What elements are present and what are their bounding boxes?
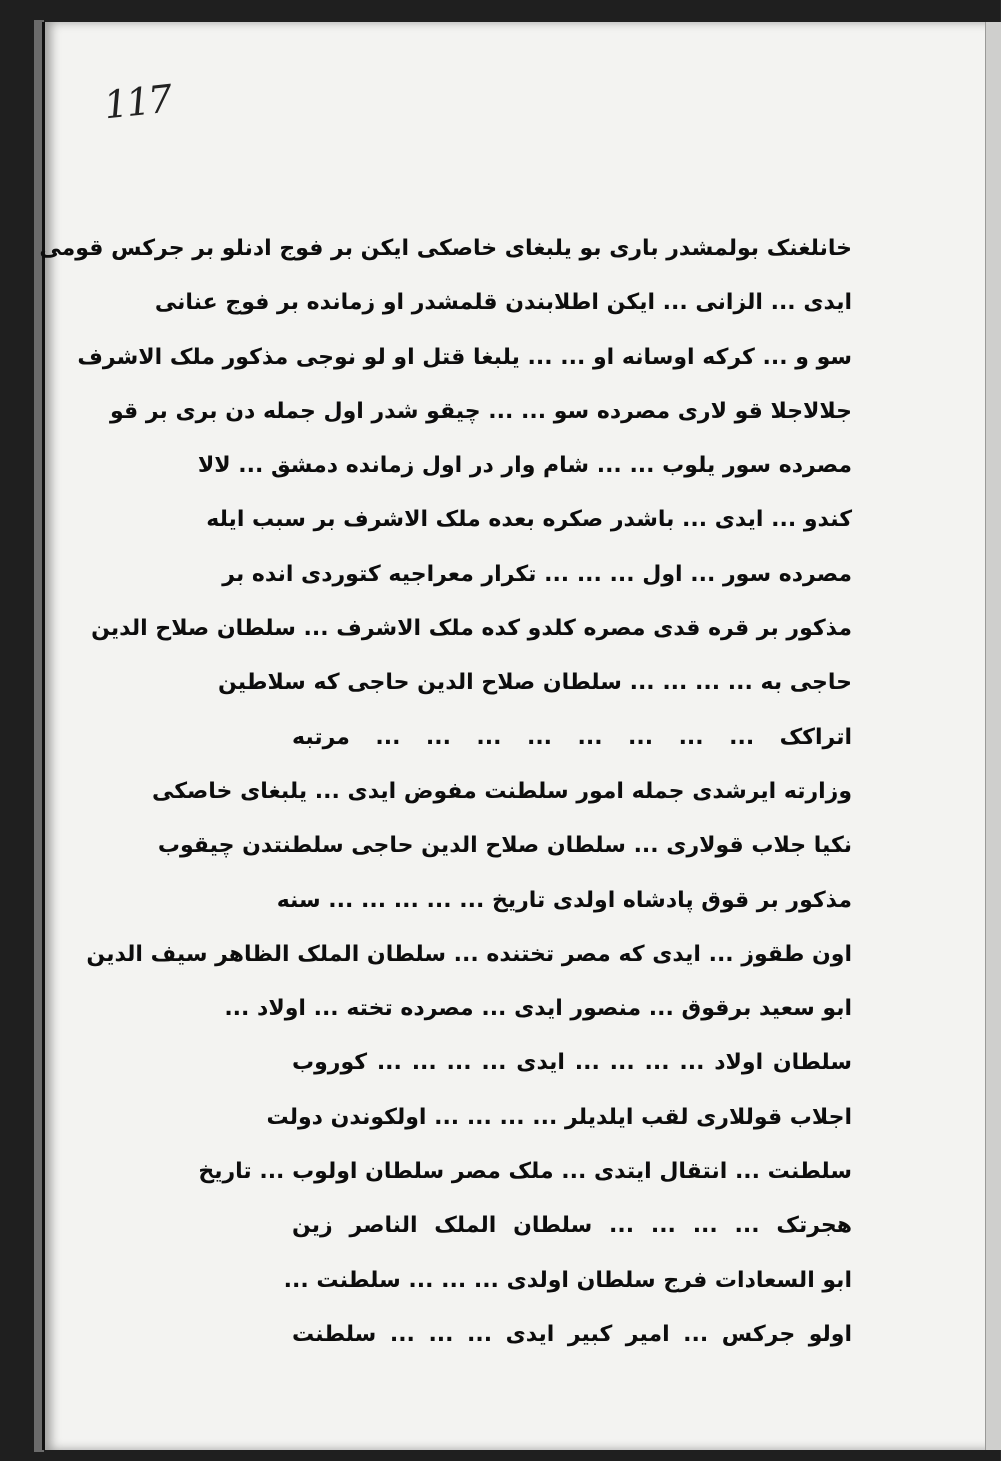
manuscript-line: خانلغنک بولمشدر باری بو یلبغای خاصکی ایکن بر فوج ادنلو بر جرکس قومی (39, 236, 852, 261)
manuscript-line: نکیا جلاب قولاری ... سلطان صلاح الدین حاجی سلطنتدن چیقوب (157, 833, 852, 859)
manuscript-line: کندو ... ایدی ... باشدر صکره بعده ملک الاشرف بر سبب ایله (206, 507, 852, 533)
manuscript-line: مذکور بر قره قدی مصره کلدو کده ملک الاشرف ... سلطان صلاح الدین (91, 616, 852, 642)
folio-number: 117 (101, 76, 173, 128)
manuscript-line: هجرتک ... ... ... ... سلطان الملک الناصر زین (292, 1213, 852, 1239)
manuscript-line: مصرده سور یلوب ... ... شام وار در اول زمانده دمشق ... لالا (197, 453, 852, 479)
manuscript-line: اولو جرکس ... امیر کبیر ایدی ... ... ... سلطنت (292, 1321, 852, 1347)
page-fore-edge (985, 22, 1001, 1450)
manuscript-line: ایدی ... الزانی ... ایکن اطلابندن قلمشدر او زمانده بر فوج عنانی (154, 290, 852, 316)
manuscript-line: ابو سعید برقوق ... منصور ایدی ... مصرده تخته ... اولاد ... (224, 996, 852, 1022)
manuscript-line: سلطنت ... انتقال ایتدی ... ملک مصر سلطان اولوب ... تاریخ (198, 1159, 852, 1185)
manuscript-line: مصرده سور ... اول ... ... ... تکرار معراجیه کتوردی انده بر (222, 561, 852, 587)
manuscript-line: مذکور بر قوق پادشاه اولدی تاریخ ... ... ... ... ... سنه (276, 887, 852, 913)
manuscript-text-block (39, 222, 852, 1362)
manuscript-line: اتراکک ... ... ... ... ... ... ... ... مرتبه (292, 724, 852, 750)
manuscript-line: سلطان اولاد ... ... ... ... ایدی ... ... ... ... کوروب (292, 1050, 852, 1076)
manuscript-line: سو و ... کرکه اوسانه او ... ... یلبغا قتل او لو نوجی مذکور ملک الاشرف (77, 344, 852, 370)
manuscript-line: اجلاب قوللاری لقب ایلدیلر ... ... ... ... اولکوندن دولت (266, 1104, 852, 1130)
manuscript-line: ابو السعادات فرج سلطان اولدی ... ... ... سلطنت ... (283, 1267, 852, 1293)
manuscript-line: جلالاجلا قو لاری مصرده سو ... ... چیقو شدر اول جمله دن بری بر قو (110, 398, 852, 424)
manuscript-line: اون طقوز ... ایدی که مصر تختنده ... سلطان الملک الظاهر سیف الدین (86, 941, 852, 967)
manuscript-line: وزارته ایرشدی جمله امور سلطنت مفوض ایدی ... یلبغای خاصکی (151, 778, 852, 804)
manuscript-line: حاجی به ... ... ... ... سلطان صلاح الدین حاجی که سلاطین (217, 670, 852, 696)
